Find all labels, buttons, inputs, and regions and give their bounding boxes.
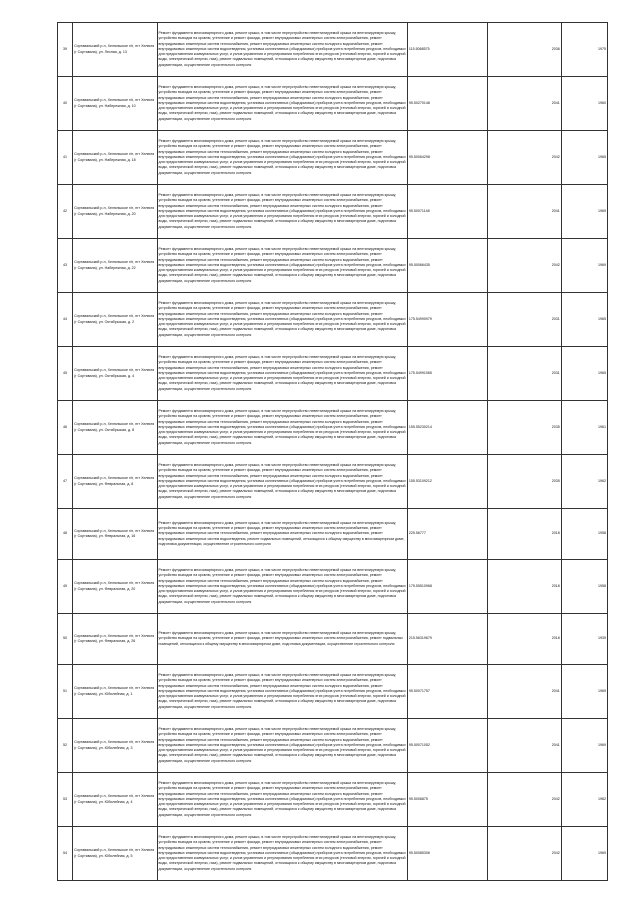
row-number: 46 xyxy=(58,401,73,455)
repair-cost: 95.50066435 xyxy=(407,239,487,293)
table-row xyxy=(58,401,608,455)
planned-year: 2042 xyxy=(488,827,561,881)
works-list: Ремонт фундамента многоквартирного дома, ремонт крыши, в том числе переустройство невентилируемой крыши на вентилируемую крышу, устройство выходов на кровлю, утепление и ремонт фасада, ремонт внутридомовых инженерных систем электроснабжения, ремонт подвальных помещений, относящихся к общему имуществу в многоквартирном доме, подготовка документации, осуществление строительного контроля xyxy=(157,614,407,665)
row-number: 52 xyxy=(58,719,73,773)
planned-year: 2035 xyxy=(488,455,561,509)
house-address: Сортавальский р-н, Хелюльское г/п, пгт Хелюля (г Сортавала), ул. Юбилейная, д. 1 xyxy=(73,665,157,719)
repair-cost: 95.50270148 xyxy=(407,77,487,131)
table-row xyxy=(58,455,608,509)
repair-cost: 175.54991065 xyxy=(407,347,487,401)
works-list: Ремонт фундамента многоквартирного дома, ремонт крыши, в том числе переустройство невентилируемой крыши на вентилируемую крышу, устройство выходов на кровлю, утепление и ремонт фасада, ремонт внутридомовых инженерных систем электроснабжения, ремонт внутридомовых инженерных систем теплоснабжения, ремонт внутридомовых инженерных систем холодного водоснабжения, ремонт внутридомовых инженерных систем водоотведения, установка коллективных (общедомовых) приборов учета потребления ресурсов, необходимых для предоставления коммунальных услуг, и узлов управления и регулирования потребления этих ресурсов (тепловой энергии, горячей и холодной воды, электрической энергии, газа), ремонт подвальных помещений, относящихся к общему имуществу в многоквартирном доме, подготовка документации, осуществление строительного контроля xyxy=(157,401,407,455)
build-year: 1939 xyxy=(561,614,607,665)
house-address: Сортавальский р-н, Хелюльское г/п, пгт Хелюля (г Сортавала), ул. Набережная, д. 20 xyxy=(73,185,157,239)
build-year: 1969 xyxy=(561,665,607,719)
works-list: Ремонт фундамента многоквартирного дома, ремонт крыши, в том числе переустройство невентилируемой крыши на вентилируемую крышу, устройство выходов на кровлю, утепление и ремонт фасада, ремонт внутридомовых инженерных систем электроснабжения, ремонт внутридомовых инженерных систем теплоснабжения, ремонт внутридомовых инженерных систем холодного водоснабжения, ремонт внутридомовых инженерных систем водоотведения, установка коллективных (общедомовых) приборов учета потребления ресурсов, необходимых для предоставления коммунальных услуг, и узлов управления и регулирования потребления этих ресурсов (тепловой энергии, горячей и холодной воды, электрической энергии, газа), ремонт подвальных помещений, относящихся к общему имуществу в многоквартирном доме, подготовка документации, осуществление строительного контроля xyxy=(157,665,407,719)
build-year: 1962 xyxy=(561,455,607,509)
repair-cost: 95.50085306 xyxy=(407,827,487,881)
row-number: 48 xyxy=(58,509,73,560)
registry-body xyxy=(58,23,608,881)
table-row xyxy=(58,239,608,293)
works-list: Ремонт фундамента многоквартирного дома, ремонт крыши, в том числе переустройство невентилируемой крыши на вентилируемую крышу, устройство выходов на кровлю, утепление и ремонт фасада, ремонт внутридомовых инженерных систем электроснабжения, ремонт внутридомовых инженерных систем теплоснабжения, ремонт внутридомовых инженерных систем холодного водоснабжения, ремонт внутридомовых инженерных систем водоотведения, установка коллективных (общедомовых) приборов учета потребления ресурсов, необходимых для предоставления коммунальных услуг, и узлов управления и регулирования потребления этих ресурсов (тепловой энергии, горячей и холодной воды, электрической энергии, газа), ремонт подвальных помещений, относящихся к общему имуществу в многоквартирном доме, подготовка документации, осуществление строительного контроля xyxy=(157,347,407,401)
house-address: Сортавальский р-н, Хелюльское г/п, пгт Хелюля (г Сортавала), ул. Лесная, д. 13 xyxy=(73,23,157,77)
row-number: 54 xyxy=(58,827,73,881)
planned-year: 2041 xyxy=(488,719,561,773)
table-row xyxy=(58,77,608,131)
house-address: Сортавальский р-н, Хелюльское г/п, пгт Хелюля (г Сортавала), ул. Набережная, д. 22 xyxy=(73,239,157,293)
repair-cost: 155.53109212 xyxy=(407,455,487,509)
table-row xyxy=(58,23,608,77)
table-row xyxy=(58,293,608,347)
works-list: Ремонт фундамента многоквартирного дома, ремонт крыши, в том числе переустройство невентилируемой крыши на вентилируемую крышу, устройство выходов на кровлю, утепление и ремонт фасада, ремонт внутридомовых инженерных систем электроснабжения, ремонт внутридомовых инженерных систем теплоснабжения, ремонт внутридомовых инженерных систем холодного водоснабжения, ремонт внутридомовых инженерных систем водоотведения, установка коллективных (общедомовых) приборов учета потребления ресурсов, необходимых для предоставления коммунальных услуг, и узлов управления и регулирования потребления этих ресурсов (тепловой энергии, горячей и холодной воды, электрической энергии, газа), ремонт подвальных помещений, относящихся к общему имуществу в многоквартирном доме, подготовка документации, осуществление строительного контроля xyxy=(157,560,407,614)
planned-year: 2031 xyxy=(488,293,561,347)
build-year: 1961 xyxy=(561,401,607,455)
house-address: Сортавальский р-н, Хелюльское г/п, пгт Хелюля (г Сортавала), ул. Юбилейная, д. 3 xyxy=(73,719,157,773)
repair-cost: 175.54990979 xyxy=(407,293,487,347)
row-number: 40 xyxy=(58,77,73,131)
planned-year: 2041 xyxy=(488,665,561,719)
table-row xyxy=(58,614,608,665)
works-list: Ремонт фундамента многоквартирного дома, ремонт крыши, в том числе переустройство невентилируемой крыши на вентилируемую крышу, устройство выходов на кровлю, утепление и ремонт фасада, ремонт внутридомовых инженерных систем электроснабжения, ремонт внутридомовых инженерных систем теплоснабжения, ремонт внутридомовых инженерных систем холодного водоснабжения, ремонт внутридомовых инженерных систем водоотведения, установка коллективных (общедомовых) приборов учета потребления ресурсов, необходимых для предоставления коммунальных услуг, и узлов управления и регулирования потребления этих ресурсов (тепловой энергии, горячей и холодной воды, электрической энергии, газа), ремонт подвальных помещений, относящихся к общему имуществу в многоквартирном доме, подготовка документации, осуществление строительного контроля xyxy=(157,77,407,131)
build-year: 1969 xyxy=(561,719,607,773)
row-number: 49 xyxy=(58,560,73,614)
works-list: Ремонт фундамента многоквартирного дома, ремонт крыши, в том числе переустройство невентилируемой крыши на вентилируемую крышу, устройство выходов на кровлю, утепление и ремонт фасада, ремонт внутридомовых инженерных систем электроснабжения, ремонт внутридомовых инженерных систем теплоснабжения, ремонт внутридомовых инженерных систем холодного водоснабжения, ремонт внутридомовых инженерных систем водоотведения, установка коллективных (общедомовых) приборов учета потребления ресурсов, необходимых для предоставления коммунальных услуг, и узлов управления и регулирования потребления этих ресурсов (тепловой энергии, горячей и холодной воды, электрической энергии, газа), ремонт подвальных помещений, относящихся к общему имуществу в многоквартирном доме, подготовка документации, осуществление строительного контроля xyxy=(157,239,407,293)
row-number: 45 xyxy=(58,347,73,401)
works-list: Ремонт фундамента многоквартирного дома, ремонт крыши, в том числе переустройство невентилируемой крыши на вентилируемую крышу, устройство выходов на кровлю, утепление и ремонт фасада, ремонт внутридомовых инженерных систем электроснабжения, ремонт внутридомовых инженерных систем теплоснабжения, ремонт внутридомовых инженерных систем холодного водоснабжения, ремонт внутридомовых инженерных систем водоотведения, установка коллективных (общедомовых) приборов учета потребления ресурсов, необходимых для предоставления коммунальных услуг, и узлов управления и регулирования потребления этих ресурсов (тепловой энергии, горячей и холодной воды, электрической энергии, газа), ремонт подвальных помещений, относящихся к общему имуществу в многоквартирном доме, подготовка документации, осуществление строительного контроля xyxy=(157,773,407,827)
house-address: Сортавальский р-н, Хелюльское г/п, пгт Хелюля (г Сортавала), ул. Юбилейная, д. 5 xyxy=(73,827,157,881)
row-number: 51 xyxy=(58,665,73,719)
planned-year: 2018 xyxy=(488,614,561,665)
planned-year: 2018 xyxy=(488,560,561,614)
house-address: Сортавальский р-н, Хелюльское г/п, пгт Хелюля (г Сортавала), ул. Февральная, д. 8 xyxy=(73,455,157,509)
registry-sheet xyxy=(57,22,608,881)
planned-year: 2042 xyxy=(488,239,561,293)
repair-cost: 95.50071148 xyxy=(407,185,487,239)
build-year: 1958 xyxy=(561,560,607,614)
table-row xyxy=(58,509,608,560)
row-number: 50 xyxy=(58,614,73,665)
row-number: 47 xyxy=(58,455,73,509)
repair-cost: 155.55230214 xyxy=(407,401,487,455)
build-year: 1975 xyxy=(561,23,607,77)
works-list: Ремонт фундамента многоквартирного дома, ремонт крыши, в том числе переустройство невентилируемой крыши на вентилируемую крышу, устройство выходов на кровлю, утепление и ремонт фасада, ремонт внутридомовых инженерных систем электроснабжения, ремонт внутридомовых инженерных систем теплоснабжения, ремонт внутридомовых инженерных систем холодного водоснабжения, ремонт внутридомовых инженерных систем водоотведения, установка коллективных (общедомовых) приборов учета потребления ресурсов, необходимых для предоставления коммунальных услуг, и узлов управления и регулирования потребления этих ресурсов (тепловой энергии, горячей и холодной воды, электрической энергии, газа), ремонт подвальных помещений, относящихся к общему имуществу в многоквартирном доме, подготовка документации, осуществление строительного контроля xyxy=(157,719,407,773)
build-year: 1960 xyxy=(561,77,607,131)
planned-year: 2041 xyxy=(488,185,561,239)
repair-cost: 95.50071757 xyxy=(407,665,487,719)
planned-year: 2041 xyxy=(488,77,561,131)
house-address: Сортавальский р-н, Хелюльское г/п, пгт Хелюля (г Сортавала), ул. Октябрьская, д. 8 xyxy=(73,401,157,455)
works-list: Ремонт фундамента многоквартирного дома, ремонт крыши, в том числе переустройство невентилируемой крыши на вентилируемую крышу, устройство выходов на кровлю, утепление и ремонт фасада, ремонт внутридомовых инженерных систем электроснабжения, ремонт внутридомовых инженерных систем теплоснабжения, ремонт внутридомовых инженерных систем холодного водоснабжения, ремонт внутридомовых инженерных систем водоотведения, установка коллективных (общедомовых) приборов учета потребления ресурсов, необходимых для предоставления коммунальных услуг, и узлов управления и регулирования потребления этих ресурсов (тепловой энергии, горячей и холодной воды, электрической энергии, газа), ремонт подвальных помещений, относящихся к общему имуществу в многоквартирном доме, подготовка документации, осуществление строительного контроля xyxy=(157,23,407,77)
build-year: 1969 xyxy=(561,185,607,239)
house-address: Сортавальский р-н, Хелюльское г/п, пгт Хелюля (г Сортавала), ул. Набережная, д. 10 xyxy=(73,77,157,131)
house-address: Сортавальский р-н, Хелюльское г/п, пгт Хелюля (г Сортавала), ул. Февральная, д. 16 xyxy=(73,509,157,560)
build-year: 1962 xyxy=(561,773,607,827)
repair-cost: 225.56777 xyxy=(407,509,487,560)
build-year: 1969 xyxy=(561,827,607,881)
repair-cost: 95.5006875 xyxy=(407,773,487,827)
build-year: 1969 xyxy=(561,239,607,293)
repair-cost: 115.5068575 xyxy=(407,23,487,77)
row-number: 53 xyxy=(58,773,73,827)
house-address: Сортавальский р-н, Хелюльское г/п, пгт Хелюля (г Сортавала), ул. Юбилейная, д. 4 xyxy=(73,773,157,827)
row-number: 41 xyxy=(58,131,73,185)
repair-cost: 215.56319679 xyxy=(407,614,487,665)
table-row xyxy=(58,347,608,401)
works-list: Ремонт фундамента многоквартирного дома, ремонт крыши, в том числе переустройство невентилируемой крыши на вентилируемую крышу, устройство выходов на кровлю, утепление и ремонт фасада, ремонт внутридомовых инженерных систем электроснабжения, ремонт внутридомовых инженерных систем теплоснабжения, ремонт внутридомовых инженерных систем холодного водоснабжения, ремонт внутридомовых инженерных систем водоотведения, установка коллективных (общедомовых) приборов учета потребления ресурсов, необходимых для предоставления коммунальных услуг, и узлов управления и регулирования потребления этих ресурсов (тепловой энергии, горячей и холодной воды, электрической энергии, газа), ремонт подвальных помещений, относящихся к общему имуществу в многоквартирном доме, подготовка документации, осуществление строительного контроля xyxy=(157,185,407,239)
build-year: 1965 xyxy=(561,293,607,347)
row-number: 43 xyxy=(58,239,73,293)
house-address: Сортавальский р-н, Хелюльское г/п, пгт Хелюля (г Сортавала), ул. Февральная, д. 26 xyxy=(73,614,157,665)
planned-year: 2035 xyxy=(488,401,561,455)
table-row xyxy=(58,665,608,719)
repair-cost: 175.55510968 xyxy=(407,560,487,614)
works-list: Ремонт фундамента многоквартирного дома, ремонт крыши, в том числе переустройство невентилируемой крыши на вентилируемую крышу, устройство выходов на кровлю, утепление и ремонт фасада, ремонт внутридомовых инженерных систем электроснабжения, ремонт внутридомовых инженерных систем теплоснабжения, ремонт внутридомовых инженерных систем холодного водоснабжения, ремонт внутридомовых инженерных систем водоотведения, установка коллективных (общедомовых) приборов учета потребления ресурсов, необходимых для предоставления коммунальных услуг, и узлов управления и регулирования потребления этих ресурсов (тепловой энергии, горячей и холодной воды, электрической энергии, газа), ремонт подвальных помещений, относящихся к общему имуществу в многоквартирном доме, подготовка документации, осуществление строительного контроля xyxy=(157,293,407,347)
repair-cost: 95.50071052 xyxy=(407,719,487,773)
table-row xyxy=(58,827,608,881)
house-address: Сортавальский р-н, Хелюльское г/п, пгт Хелюля (г Сортавала), ул. Октябрьская, д. 2 xyxy=(73,293,157,347)
table-row xyxy=(58,773,608,827)
table-row xyxy=(58,560,608,614)
house-address: Сортавальский р-н, Хелюльское г/п, пгт Хелюля (г Сортавала), ул. Февральная, д. 20 xyxy=(73,560,157,614)
planned-year: 2042 xyxy=(488,773,561,827)
works-list: Ремонт фундамента многоквартирного дома, ремонт крыши, в том числе переустройство невентилируемой крыши на вентилируемую крышу, устройство выходов на кровлю, утепление и ремонт фасада, ремонт внутридомовых инженерных систем электроснабжения, ремонт внутридомовых инженерных систем теплоснабжения, ремонт внутридомовых инженерных систем холодного водоснабжения, ремонт внутридомовых инженерных систем водоотведения, установка коллективных (общедомовых) приборов учета потребления ресурсов, необходимых для предоставления коммунальных услуг, и узлов управления и регулирования потребления этих ресурсов (тепловой энергии, горячей и холодной воды, электрической энергии, газа), ремонт подвальных помещений, относящихся к общему имуществу в многоквартирном доме, подготовка документации, осуществление строительного контроля xyxy=(157,827,407,881)
table-row xyxy=(58,719,608,773)
build-year: 1965 xyxy=(561,131,607,185)
build-year: 1965 xyxy=(561,347,607,401)
planned-year: 2031 xyxy=(488,347,561,401)
works-list: Ремонт фундамента многоквартирного дома, ремонт крыши, в том числе переустройство невентилируемой крыши на вентилируемую крышу, устройство выходов на кровлю, утепление и ремонт фасада, ремонт внутридомовых инженерных систем электроснабжения, ремонт внутридомовых инженерных систем теплоснабжения, ремонт внутридомовых инженерных систем холодного водоснабжения, ремонт внутридомовых инженерных систем водоотведения, ремонт подвальных помещений, относящихся к общему имуществу в многоквартирном доме, подготовка документации, осуществление строительного контроля xyxy=(157,509,407,560)
planned-year: 2018 xyxy=(488,509,561,560)
registry-table xyxy=(57,22,608,881)
row-number: 44 xyxy=(58,293,73,347)
build-year: 1958 xyxy=(561,509,607,560)
table-row xyxy=(58,185,608,239)
house-address: Сортавальский р-н, Хелюльское г/п, пгт Хелюля (г Сортавала), ул. Октябрьская, д. 4 xyxy=(73,347,157,401)
table-row xyxy=(58,131,608,185)
planned-year: 2036 xyxy=(488,23,561,77)
works-list: Ремонт фундамента многоквартирного дома, ремонт крыши, в том числе переустройство невентилируемой крыши на вентилируемую крышу, устройство выходов на кровлю, утепление и ремонт фасада, ремонт внутридомовых инженерных систем электроснабжения, ремонт внутридомовых инженерных систем теплоснабжения, ремонт внутридомовых инженерных систем холодного водоснабжения, ремонт внутридомовых инженерных систем водоотведения, установка коллективных (общедомовых) приборов учета потребления ресурсов, необходимых для предоставления коммунальных услуг, и узлов управления и регулирования потребления этих ресурсов (тепловой энергии, горячей и холодной воды, электрической энергии, газа), ремонт подвальных помещений, относящихся к общему имуществу в многоквартирном доме, подготовка документации, осуществление строительного контроля xyxy=(157,455,407,509)
repair-cost: 95.50064298 xyxy=(407,131,487,185)
house-address: Сортавальский р-н, Хелюльское г/п, пгт Хелюля (г Сортавала), ул. Набережная, д. 18 xyxy=(73,131,157,185)
row-number: 42 xyxy=(58,185,73,239)
planned-year: 2042 xyxy=(488,131,561,185)
row-number: 39 xyxy=(58,23,73,77)
works-list: Ремонт фундамента многоквартирного дома, ремонт крыши, в том числе переустройство невентилируемой крыши на вентилируемую крышу, устройство выходов на кровлю, утепление и ремонт фасада, ремонт внутридомовых инженерных систем электроснабжения, ремонт внутридомовых инженерных систем теплоснабжения, ремонт внутридомовых инженерных систем холодного водоснабжения, ремонт внутридомовых инженерных систем водоотведения, установка коллективных (общедомовых) приборов учета потребления ресурсов, необходимых для предоставления коммунальных услуг, и узлов управления и регулирования потребления этих ресурсов (тепловой энергии, горячей и холодной воды, электрической энергии, газа), ремонт подвальных помещений, относящихся к общему имуществу в многоквартирном доме, подготовка документации, осуществление строительного контроля xyxy=(157,131,407,185)
